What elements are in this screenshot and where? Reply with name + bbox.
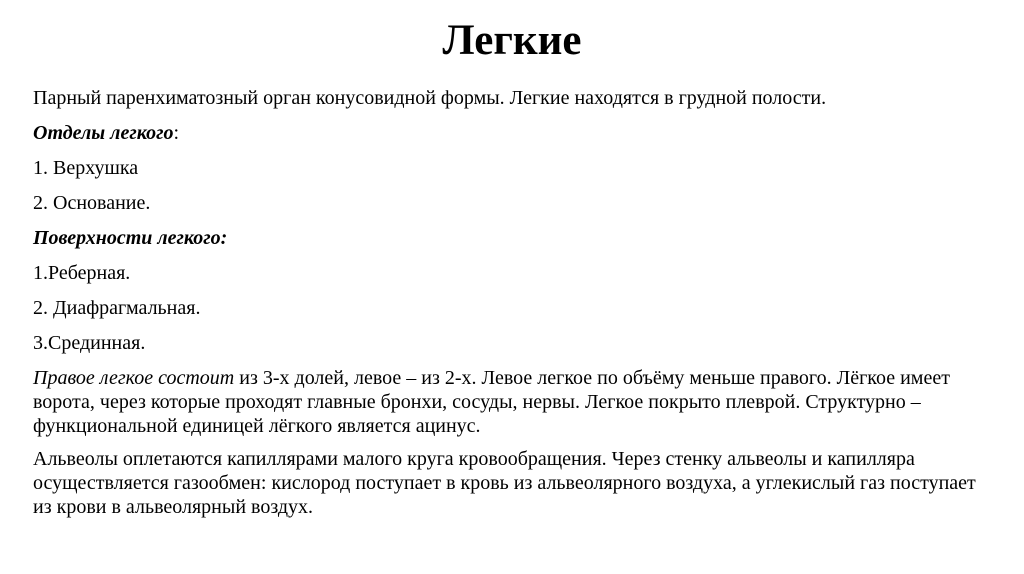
lobes-paragraph-rest: из 3-х долей, левое – из 2-х. Левое легкое по объёму меньше правого. Лёгкое имеет ворота, через которые проходят главные бронхи, сосуды, нервы. Легкое покрыто плеврой. Структурно – функциональной единицей лёгкого является ацинус. [33, 367, 950, 437]
surface-item-diaphragmatic: 2. Диафрагмальная. [33, 297, 201, 319]
section-item-base: 2. Основание. [33, 192, 151, 214]
sections-heading-colon: : [173, 122, 180, 144]
alveoli-paragraph: Альвеолы оплетаются капиллярами малого круга кровообращения. Через стенку альвеолы и капилляра осуществляется газообмен: кислород поступает в кровь из альвеолярного воздуха, а углекислый газ поступает из крови в альвеолярный воздух. [33, 448, 976, 518]
intro-text: Парный паренхиматозный орган конусовидной формы. Легкие находятся в грудной полости. [33, 87, 827, 109]
surface-item-medial: 3.Срединная. [33, 332, 146, 354]
surfaces-heading: Поверхности легкого: [33, 227, 228, 249]
lobes-paragraph-lead: Правое легкое состоит [33, 367, 235, 389]
surface-item-costal: 1.Реберная. [33, 262, 131, 284]
sections-heading [33, 121, 993, 145]
slide-title: Легкие [442, 17, 582, 64]
lobes-paragraph [33, 366, 993, 438]
slide-content [33, 86, 993, 530]
section-item-apex: 1. Верхушка [33, 157, 139, 179]
sections-heading-label: Отделы легкого [33, 122, 174, 144]
